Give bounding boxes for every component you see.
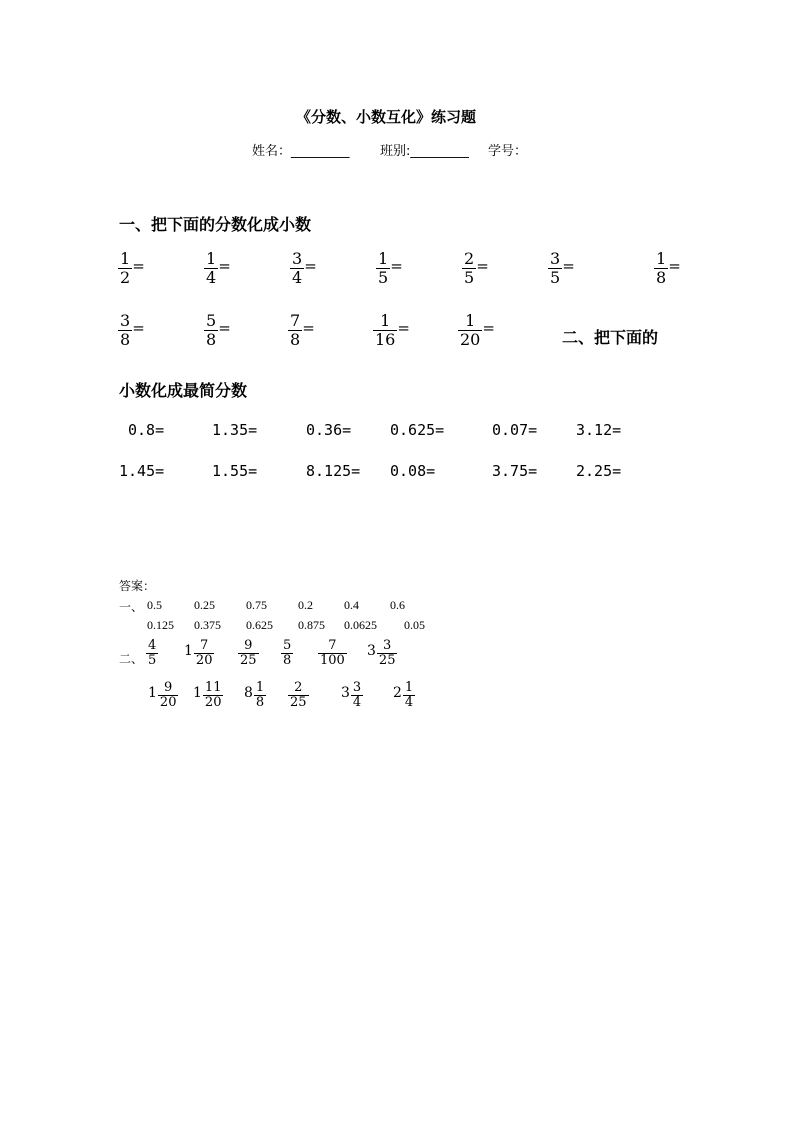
equals-sign: = — [390, 257, 403, 276]
fraction-denominator: 4 — [206, 267, 217, 287]
fraction-stack — [281, 639, 293, 669]
fraction-denominator: 20 — [195, 653, 213, 669]
fraction-numerator: 1 — [380, 311, 391, 330]
fraction-whole: 2 — [393, 684, 402, 701]
student-number-label: 学号： — [488, 144, 528, 159]
answer-fraction — [341, 681, 363, 711]
fraction-denominator: 8 — [255, 695, 265, 711]
page-title: 《分数、小数互化》练习题 — [296, 108, 477, 126]
decimal-question: 0.8= — [128, 421, 165, 439]
fraction-numerator: 5 — [206, 311, 217, 330]
fraction-numerator: 5 — [283, 638, 292, 653]
fraction-whole: 1 — [184, 642, 193, 659]
question-fraction — [118, 250, 145, 286]
section2-heading-part1: 二、把下面的 — [562, 328, 659, 347]
fraction-whole: 1 — [148, 684, 157, 701]
fraction-denominator: 100 — [320, 653, 345, 669]
fraction-stack — [376, 250, 390, 286]
answers-label: 答案： — [119, 579, 156, 593]
fraction-denominator: 16 — [375, 329, 396, 349]
answer-decimal: 0.125 — [147, 618, 174, 632]
fraction-denominator: 5 — [148, 653, 157, 669]
fraction-denominator: 4 — [404, 695, 414, 711]
question-fraction — [548, 250, 575, 286]
decimal-question: 2.25= — [576, 462, 622, 480]
fraction-numerator: 7 — [328, 638, 337, 653]
answer-fraction — [193, 681, 223, 711]
fraction-whole: 3 — [341, 684, 350, 701]
answer-fraction — [244, 681, 266, 711]
fraction-stack — [377, 639, 398, 669]
fraction-numerator: 1 — [120, 249, 131, 268]
fraction-stack — [462, 250, 476, 286]
equals-sign: = — [476, 257, 489, 276]
fraction-denominator: 8 — [656, 267, 667, 287]
decimal-question: 0.08= — [390, 462, 436, 480]
answer-decimal: 0.625 — [246, 618, 273, 632]
fraction-numerator: 2 — [294, 680, 303, 695]
equals-sign: = — [562, 257, 575, 276]
question-fraction — [204, 250, 231, 286]
answer-decimal: 0.875 — [298, 618, 325, 632]
fraction-denominator: 8 — [120, 329, 131, 349]
fraction-stack — [238, 639, 259, 669]
fraction-stack — [458, 312, 482, 348]
fraction-numerator: 1 — [656, 249, 667, 268]
decimal-question: 1.35= — [212, 421, 258, 439]
answer-decimal: 0.6 — [390, 598, 405, 612]
fraction-denominator: 8 — [290, 329, 301, 349]
answer-decimal: 0.4 — [344, 598, 359, 612]
fraction-numerator: 1 — [206, 249, 217, 268]
fraction-stack — [203, 681, 224, 711]
fraction-stack — [194, 639, 215, 669]
fraction-stack — [118, 250, 132, 286]
fraction-stack — [288, 681, 309, 711]
fraction-numerator: 11 — [204, 680, 222, 695]
fraction-numerator: 3 — [352, 680, 362, 695]
fraction-whole: 8 — [244, 684, 253, 701]
answer-decimal: 0.75 — [246, 598, 267, 612]
fraction-stack — [318, 639, 347, 669]
answer-fraction — [148, 681, 178, 711]
fraction-stack — [351, 681, 363, 711]
class-field-label: 班别:_________ — [380, 144, 469, 159]
fraction-numerator: 7 — [290, 311, 301, 330]
fraction-denominator: 25 — [290, 695, 307, 711]
answer-decimal: 0.375 — [194, 618, 221, 632]
fraction-denominator: 4 — [292, 267, 303, 287]
fraction-numerator: 2 — [464, 249, 475, 268]
question-fraction — [373, 312, 410, 348]
fraction-denominator: 20 — [159, 695, 177, 711]
fraction-numerator: 1 — [465, 311, 476, 330]
fraction-numerator: 3 — [550, 249, 561, 268]
fraction-stack — [654, 250, 668, 286]
question-fraction — [290, 250, 317, 286]
section1-heading: 一、把下面的分数化成小数 — [119, 215, 312, 234]
fraction-numerator: 1 — [378, 249, 389, 268]
decimal-question: 8.125= — [306, 462, 361, 480]
fraction-stack — [158, 681, 179, 711]
fraction-denominator: 4 — [352, 695, 362, 711]
equals-sign: = — [668, 257, 681, 276]
fraction-stack — [290, 250, 304, 286]
decimal-question: 3.12= — [576, 421, 622, 439]
decimal-question: 0.36= — [306, 421, 352, 439]
fraction-denominator: 25 — [240, 653, 257, 669]
fraction-numerator: 9 — [164, 680, 173, 695]
fraction-stack — [204, 250, 218, 286]
answer-fraction — [318, 639, 347, 669]
answer-fraction — [393, 681, 415, 711]
answer-decimal: 0.0625 — [344, 618, 377, 632]
decimal-question: 0.07= — [492, 421, 538, 439]
fraction-numerator: 1 — [255, 680, 265, 695]
question-fraction — [118, 312, 145, 348]
fraction-denominator: 2 — [120, 267, 131, 287]
answers-part2-label: 二、 — [119, 652, 144, 666]
equals-sign: = — [218, 257, 231, 276]
question-fraction — [654, 250, 681, 286]
answer-decimal: 0.05 — [404, 618, 425, 632]
fraction-whole: 1 — [193, 684, 202, 701]
equals-sign: = — [218, 319, 231, 338]
fraction-stack — [146, 639, 158, 669]
answer-fraction — [238, 639, 259, 669]
fraction-stack — [204, 312, 218, 348]
fraction-whole: 3 — [367, 642, 376, 659]
equals-sign: = — [482, 319, 495, 338]
fraction-stack — [118, 312, 132, 348]
answer-fraction — [146, 639, 158, 669]
question-fraction — [462, 250, 489, 286]
answer-fraction — [184, 639, 214, 669]
fraction-stack — [288, 312, 302, 348]
answers-part1-label: 一、 — [119, 600, 144, 614]
question-fraction — [376, 250, 403, 286]
name-field-label: 姓名：_________ — [252, 144, 350, 159]
fraction-denominator: 8 — [206, 329, 217, 349]
fraction-denominator: 20 — [204, 695, 222, 711]
fraction-denominator: 8 — [283, 653, 292, 669]
fraction-stack — [254, 681, 266, 711]
fraction-numerator: 1 — [404, 680, 414, 695]
answer-decimal: 0.2 — [298, 598, 313, 612]
question-fraction — [458, 312, 495, 348]
decimal-question: 1.45= — [119, 462, 165, 480]
answer-fraction — [288, 681, 309, 711]
fraction-numerator: 9 — [244, 638, 253, 653]
fraction-numerator: 3 — [383, 638, 392, 653]
decimal-question: 1.55= — [212, 462, 258, 480]
fraction-numerator: 4 — [148, 638, 157, 653]
fraction-denominator: 5 — [464, 267, 475, 287]
equals-sign: = — [397, 319, 410, 338]
equals-sign: = — [132, 319, 145, 338]
decimal-question: 0.625= — [390, 421, 445, 439]
fraction-numerator: 7 — [200, 638, 209, 653]
fraction-stack — [403, 681, 415, 711]
fraction-numerator: 3 — [120, 311, 131, 330]
fraction-denominator: 5 — [550, 267, 561, 287]
fraction-numerator: 3 — [292, 249, 303, 268]
question-fraction — [204, 312, 231, 348]
fraction-denominator: 20 — [460, 329, 481, 349]
answer-fraction — [367, 639, 397, 669]
answer-fraction — [281, 639, 293, 669]
answer-decimal: 0.5 — [147, 598, 162, 612]
equals-sign: = — [304, 257, 317, 276]
fraction-stack — [548, 250, 562, 286]
answer-decimal: 0.25 — [194, 598, 215, 612]
equals-sign: = — [132, 257, 145, 276]
section2-heading-part2: 小数化成最简分数 — [119, 381, 248, 400]
question-fraction — [288, 312, 315, 348]
fraction-denominator: 25 — [378, 653, 396, 669]
fraction-denominator: 5 — [378, 267, 389, 287]
decimal-question: 3.75= — [492, 462, 538, 480]
fraction-stack — [373, 312, 397, 348]
equals-sign: = — [302, 319, 315, 338]
